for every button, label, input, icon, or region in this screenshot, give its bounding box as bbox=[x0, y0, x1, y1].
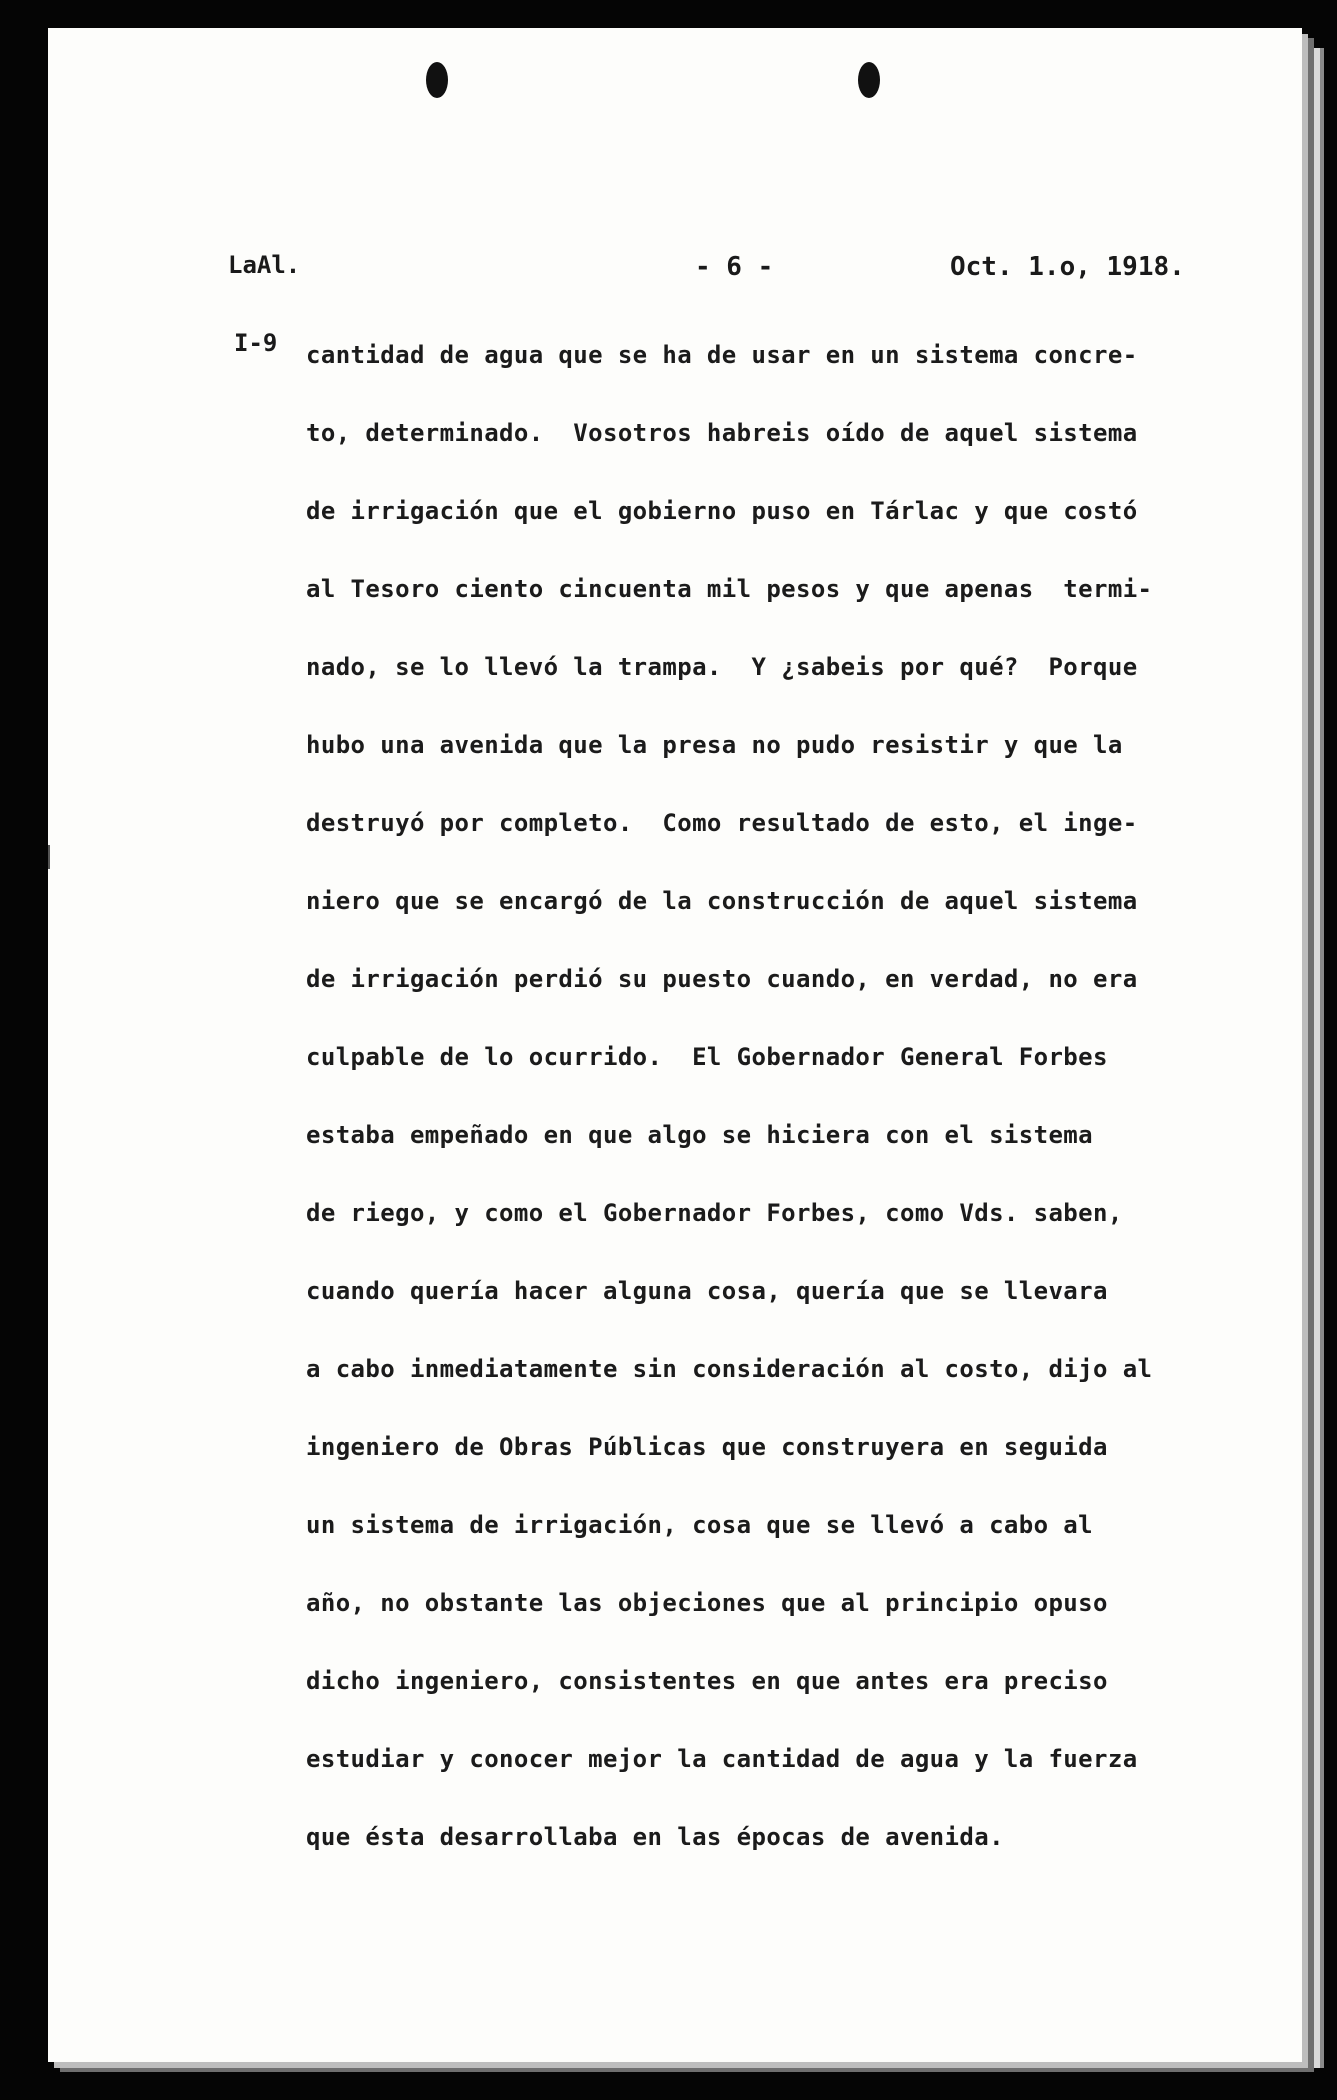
text-line: culpable de lo ocurrido. El Gobernador General Forbes bbox=[306, 1043, 1108, 1071]
text-line: cuando quería hacer alguna cosa, quería que se llevara bbox=[306, 1277, 1108, 1305]
header-initials: LaAl. bbox=[228, 251, 301, 279]
document-date: Oct. 1.o, 1918. bbox=[950, 252, 1185, 282]
punch-hole-right bbox=[858, 62, 880, 98]
text-line: que ésta desarrollaba en las épocas de avenida. bbox=[306, 1823, 1004, 1851]
body-text bbox=[306, 330, 1206, 1890]
text-line: cantidad de agua que se ha de usar en un sistema concre- bbox=[306, 341, 1138, 369]
text-line: estudiar y conocer mejor la cantidad de agua y la fuerza bbox=[306, 1745, 1138, 1773]
text-line: estaba empeñado en que algo se hiciera con el sistema bbox=[306, 1121, 1094, 1149]
text-line: ingeniero de Obras Públicas que construyera en seguida bbox=[306, 1433, 1108, 1461]
punch-hole-left bbox=[426, 62, 448, 98]
text-line: niero que se encargó de la construcción de aquel sistema bbox=[306, 887, 1138, 915]
page-number: - 6 - bbox=[695, 252, 774, 282]
text-line: año, no obstante las objeciones que al principio opuso bbox=[306, 1589, 1108, 1617]
text-line: de riego, y como el Gobernador Forbes, como Vds. saben, bbox=[306, 1199, 1123, 1227]
text-line: dicho ingeniero, consistentes en que antes era preciso bbox=[306, 1667, 1108, 1695]
text-line: nado, se lo llevó la trampa. Y ¿sabeis por qué? Porque bbox=[306, 653, 1138, 681]
text-line: de irrigación perdió su puesto cuando, en verdad, no era bbox=[306, 965, 1138, 993]
text-line: a cabo inmediatamente sin consideración al costo, dijo al bbox=[306, 1355, 1153, 1383]
margin-mark bbox=[48, 845, 50, 869]
header-reel: I-9 bbox=[234, 329, 278, 357]
text-line: to, determinado. Vosotros habreis oído de aquel sistema bbox=[306, 419, 1138, 447]
text-line: de irrigación que el gobierno puso en Tárlac y que costó bbox=[306, 497, 1138, 525]
text-line: hubo una avenida que la presa no pudo resistir y que la bbox=[306, 731, 1123, 759]
text-line: destruyó por completo. Como resultado de esto, el inge- bbox=[306, 809, 1138, 837]
text-line: un sistema de irrigación, cosa que se llevó a cabo al bbox=[306, 1511, 1094, 1539]
text-line: al Tesoro ciento cincuenta mil pesos y que apenas termi- bbox=[306, 575, 1153, 603]
header-reference bbox=[228, 200, 300, 408]
